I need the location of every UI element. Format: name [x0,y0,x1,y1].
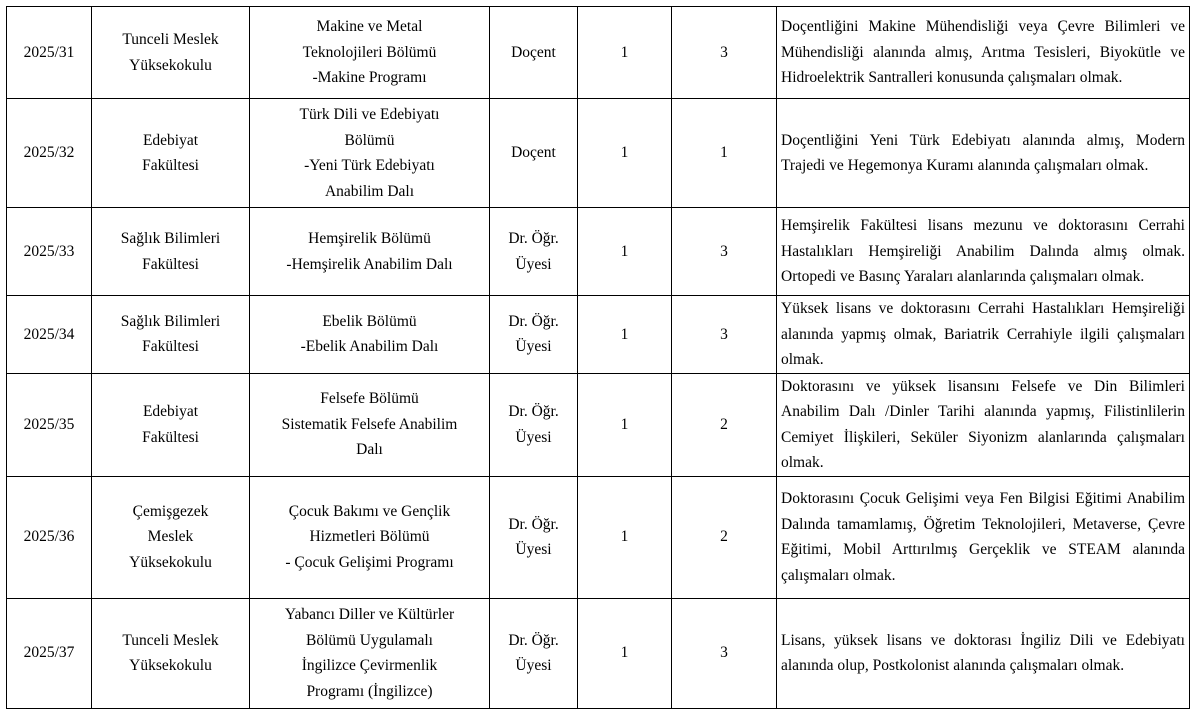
requirements-cell: Doçentliğini Makine Mühendisliği veya Çevre Bilimleri ve Mühendisliği alanında almış, Arıtma Tesisleri, Biyokütle ve Hidroelektrik Santralleri konusunda çalışmaları olmak. [777,7,1190,99]
department-cell [250,99,490,208]
cell-line: Edebiyat [142,131,199,149]
cell-line: Yüksekokulu [129,553,212,571]
cell-line: Dr. Öğr. [508,631,559,649]
unit-cell [92,296,250,374]
academic-title-cell [490,598,578,708]
cell-line: Meslek [147,528,194,546]
department-cell [250,598,490,708]
table-row [7,208,1190,296]
academic-title-cell [490,476,578,598]
cell-line: Yüksekokulu [129,657,212,674]
cell-line: Doçent [511,43,556,61]
department-cell [250,296,490,374]
cell-line: Hemşirelik Bölümü [308,230,431,247]
position-table [6,6,1190,709]
cell-line: Çemişgezek [132,502,209,520]
table-body [7,7,1190,709]
cell-line: -Hemşirelik Anabilim Dalı [286,255,453,273]
cell-line: Dalı [356,441,383,459]
unit-cell [92,99,250,208]
degree-cell: 3 [672,208,777,296]
table-row [7,373,1190,476]
department-cell [250,476,490,598]
unit-cell [92,208,250,296]
cell-line: -Ebelik Anabilim Dalı [300,338,439,356]
cell-line: Fakültesi [142,157,199,174]
academic-title-cell [490,296,578,374]
degree-cell: 2 [672,373,777,476]
requirements-cell: Lisans, yüksek lisans ve doktorası İngiliz Dili ve Edebiyatı alanında olup, Postkolonist alanında çalışmaları olmak. [777,598,1190,708]
cell-line: Türk Dili ve Edebiyatı [299,106,440,123]
degree-cell: 3 [672,296,777,374]
position-count-cell: 1 [578,7,672,99]
department-cell [250,7,490,99]
unit-cell [92,476,250,598]
position-number-cell: 2025/37 [7,598,92,708]
cell-line: Doçent [511,144,556,162]
table-row [7,99,1190,208]
table-row [7,296,1190,374]
cell-line: Programı (İngilizce) [306,682,433,700]
requirements-cell: Yüksek lisans ve doktorasını Cerrahi Hastalıkları Hemşireliği alanında yapmış olmak, Bariatrik Cerrahiyle ilgili çalışmaları olmak. [777,296,1190,374]
cell-line: Üyesi [515,541,552,558]
degree-cell: 3 [672,7,777,99]
academic-title-cell [490,373,578,476]
cell-line: Felsefe Bölümü [320,390,419,408]
table-row [7,476,1190,598]
requirements-cell: Doktorasını Çocuk Gelişimi veya Fen Bilgisi Eğitimi Anabilim Dalında tamamlamış, Öğretim Teknolojileri, Metaverse, Çevre Eğitimi, Mobil Arttırılmış Gerçeklik ve STEAM alanında çalışmaları olmak. [777,476,1190,598]
degree-cell: 1 [672,99,777,208]
degree-cell: 2 [672,476,777,598]
academic-title-cell [490,208,578,296]
position-count-cell: 1 [578,208,672,296]
cell-line: Bölümü Uygulamalı [305,631,433,649]
academic-title-cell [490,99,578,208]
position-number-cell: 2025/35 [7,373,92,476]
cell-line: Sağlık Bilimleri [120,312,221,330]
cell-line: Yabancı Diller ve Kültürler [284,606,455,623]
position-number-cell: 2025/31 [7,7,92,99]
position-number-cell: 2025/33 [7,208,92,296]
cell-line: Dr. Öğr. [508,230,559,247]
position-count-cell: 1 [578,296,672,374]
cell-line: Tunceli Meslek [122,631,219,649]
cell-line: Üyesi [515,338,552,356]
academic-title-cell [490,7,578,99]
cell-line: Sağlık Bilimleri [120,230,221,247]
cell-line: Edebiyat [142,403,199,420]
unit-cell [92,598,250,708]
department-cell [250,373,490,476]
table-row [7,598,1190,708]
cell-line: Anabilim Dalı [324,182,415,200]
cell-line: Tunceli Meslek [122,31,219,48]
requirements-cell: Hemşirelik Fakültesi lisans mezunu ve doktorasını Cerrahi Hastalıkları Hemşireliği Anabilim Dalında almış olmak. Ortopedi ve Basınç Yaraları alanlarında çalışmaları olmak. [777,208,1190,296]
requirements-cell: Doktorasını ve yüksek lisansını Felsefe ve Din Bilimleri Anabilim Dalı /Dinler Tarihi alanında yapmış, Filistinlilerin Cemiyet İlişkileri, Seküler Siyonizm alanlarında çalışmaları olmak. [777,373,1190,476]
cell-line: Bölümü [344,131,395,149]
cell-line: Yüksekokulu [129,56,212,74]
position-count-cell: 1 [578,99,672,208]
cell-line: Hizmetleri Bölümü [309,528,430,546]
cell-line: Üyesi [515,657,552,674]
position-number-cell: 2025/34 [7,296,92,374]
unit-cell [92,373,250,476]
position-count-cell: 1 [578,373,672,476]
unit-cell [92,7,250,99]
cell-line: Teknolojileri Bölümü [302,43,437,61]
cell-line: Fakültesi [142,428,199,446]
cell-line: -Yeni Türk Edebiyatı [304,157,435,174]
degree-cell: 3 [672,598,777,708]
cell-line: Üyesi [515,428,552,446]
cell-line: Çocuk Bakımı ve Gençlik [288,502,451,520]
cell-line: Makine ve Metal [316,18,423,36]
cell-line: Dr. Öğr. [508,403,559,420]
cell-line: İngilizce Çevirmenlik [301,657,438,674]
position-number-cell: 2025/32 [7,99,92,208]
cell-line: Fakültesi [142,338,199,356]
position-count-cell: 1 [578,476,672,598]
table-row [7,7,1190,99]
position-count-cell: 1 [578,598,672,708]
department-cell [250,208,490,296]
position-number-cell: 2025/36 [7,476,92,598]
cell-line: Dr. Öğr. [508,515,559,533]
cell-line: Sistematik Felsefe Anabilim [281,415,458,433]
cell-line: -Makine Programı [312,69,427,87]
cell-line: - Çocuk Gelişimi Programı [285,553,454,571]
requirements-cell: Doçentliğini Yeni Türk Edebiyatı alanında almış, Modern Trajedi ve Hegemonya Kuramı alanında çalışmaları olmak. [777,99,1190,208]
cell-line: Ebelik Bölümü [322,312,417,330]
cell-line: Fakültesi [142,255,199,273]
cell-line: Üyesi [515,255,552,273]
cell-line: Dr. Öğr. [508,312,559,330]
